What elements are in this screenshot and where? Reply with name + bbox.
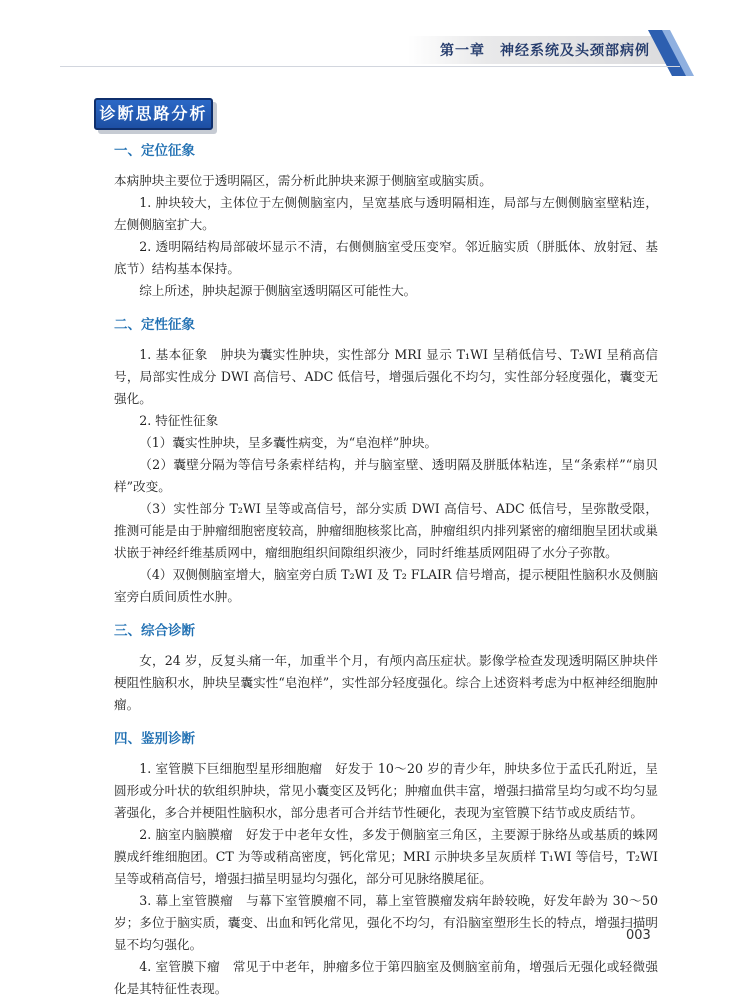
paragraph: 综上所述，肿块起源于侧脑室透明隔区可能性大。 xyxy=(139,283,417,298)
paragraph: （2）囊壁分隔为等信号条索样结构，并与脑室壁、透明隔及胼胝体粘连，呈“条索样”“扇贝样”改变。 xyxy=(114,457,658,494)
header-corner-decoration-icon xyxy=(640,30,700,76)
section-localization xyxy=(114,140,658,302)
section-heading: 四、鉴别诊断 xyxy=(114,731,195,747)
section-heading: 一、定位征象 xyxy=(114,143,195,159)
paragraph: 本病肿块主要位于透明隔区，需分析此肿块来源于侧脑室或脑实质。 xyxy=(114,173,492,188)
paragraph: 女，24 岁，反复头痛一年，加重半个月，有颅内高压症状。影像学检查发现透明隔区肿块伴梗阻性脑积水，肿块呈囊实性“皂泡样”，实性部分轻度强化。综合上述资料考虑为中枢神经细胞肿瘤。 xyxy=(114,653,658,712)
paragraph: 2. 特征性征象 xyxy=(139,413,219,428)
paragraph: 3. 幕上室管膜瘤 与幕下室管膜瘤不同，幕上室管膜瘤发病年龄较晚，好发年龄为 30～50 岁；多位于脑实质，囊变、出血和钙化常见，强化不均匀，有沿脑室塑形生长的特点，增强扫描明显不均匀强化。 xyxy=(114,893,658,952)
chapter-title: 第一章 神经系统及头颈部病例 xyxy=(440,43,650,59)
paragraph: （1）囊实性肿块，呈多囊性病变，为“皂泡样”肿块。 xyxy=(139,435,438,450)
paragraph: 2. 脑室内脑膜瘤 好发于中老年女性，多发于侧脑室三角区，主要源于脉络丛或基质的蛛网膜成纤维细胞团。CT 为等或稍高密度，钙化常见；MRI 示肿块多呈灰质样 T₁WI 等信号，T₂WI 呈等或稍高信号，增强扫描呈明显均匀强化，部分可见脉络膜尾征。 xyxy=(114,827,658,886)
section-qualitative xyxy=(114,314,658,608)
section-heading: 二、定性征象 xyxy=(114,317,195,333)
paragraph: 1. 肿块较大，主体位于左侧侧脑室内，呈宽基底与透明隔相连，局部与左侧侧脑室壁粘连，左侧侧脑室扩大。 xyxy=(114,195,658,232)
paragraph: （3）实性部分 T₂WI 呈等或高信号，部分实质 DWI 高信号、ADC 低信号，呈弥散受限，推测可能是由于肿瘤细胞密度较高，肿瘤细胞核浆比高，肿瘤组织内排列紧密的瘤细胞呈团状或巢状嵌于神经纤维基质网中，瘤细胞组织间隙组织液少，同时纤维基质网阻碍了水分子弥散。 xyxy=(114,501,658,560)
paragraph: 2. 透明隔结构局部破坏显示不清，右侧侧脑室受压变窄。邻近脑实质（胼胝体、放射冠、基底节）结构基本保持。 xyxy=(114,239,658,276)
section-badge: 诊断思路分析 xyxy=(94,98,213,130)
paragraph: （4）双侧侧脑室增大，脑室旁白质 T₂WI 及 T₂ FLAIR 信号增高，提示梗阻性脑积水及侧脑室旁白质间质性水肿。 xyxy=(114,567,658,604)
section-diagnosis xyxy=(114,620,658,716)
paragraph: 1. 室管膜下巨细胞型星形细胞瘤 好发于 10～20 岁的青少年，肿块多位于孟氏孔附近，呈圆形或分叶状的软组织肿块，常见小囊变区及钙化；肿瘤血供丰富，增强扫描常呈均匀或不均匀显著强化，多合并梗阻性脑积水，部分患者可合并结节性硬化，表现为室管膜下结节或皮质结节。 xyxy=(114,761,658,820)
paragraph: 4. 室管膜下瘤 常见于中老年，肿瘤多位于第四脑室及侧脑室前角，增强后无强化或轻微强化是其特征性表现。 xyxy=(114,959,658,996)
header-rule xyxy=(60,66,680,67)
paragraph: 1. 基本征象 肿块为囊实性肿块，实性部分 MRI 显示 T₁WI 呈稍低信号、T₂WI 呈稍高信号，局部实性成分 DWI 高信号、ADC 低信号，增强后强化不均匀，实性部分轻度强化，囊变无强化。 xyxy=(114,347,658,406)
page-number: 003 xyxy=(626,928,651,943)
section-differential xyxy=(114,728,658,1000)
section-heading: 三、综合诊断 xyxy=(114,623,195,639)
page-content xyxy=(114,140,658,1000)
